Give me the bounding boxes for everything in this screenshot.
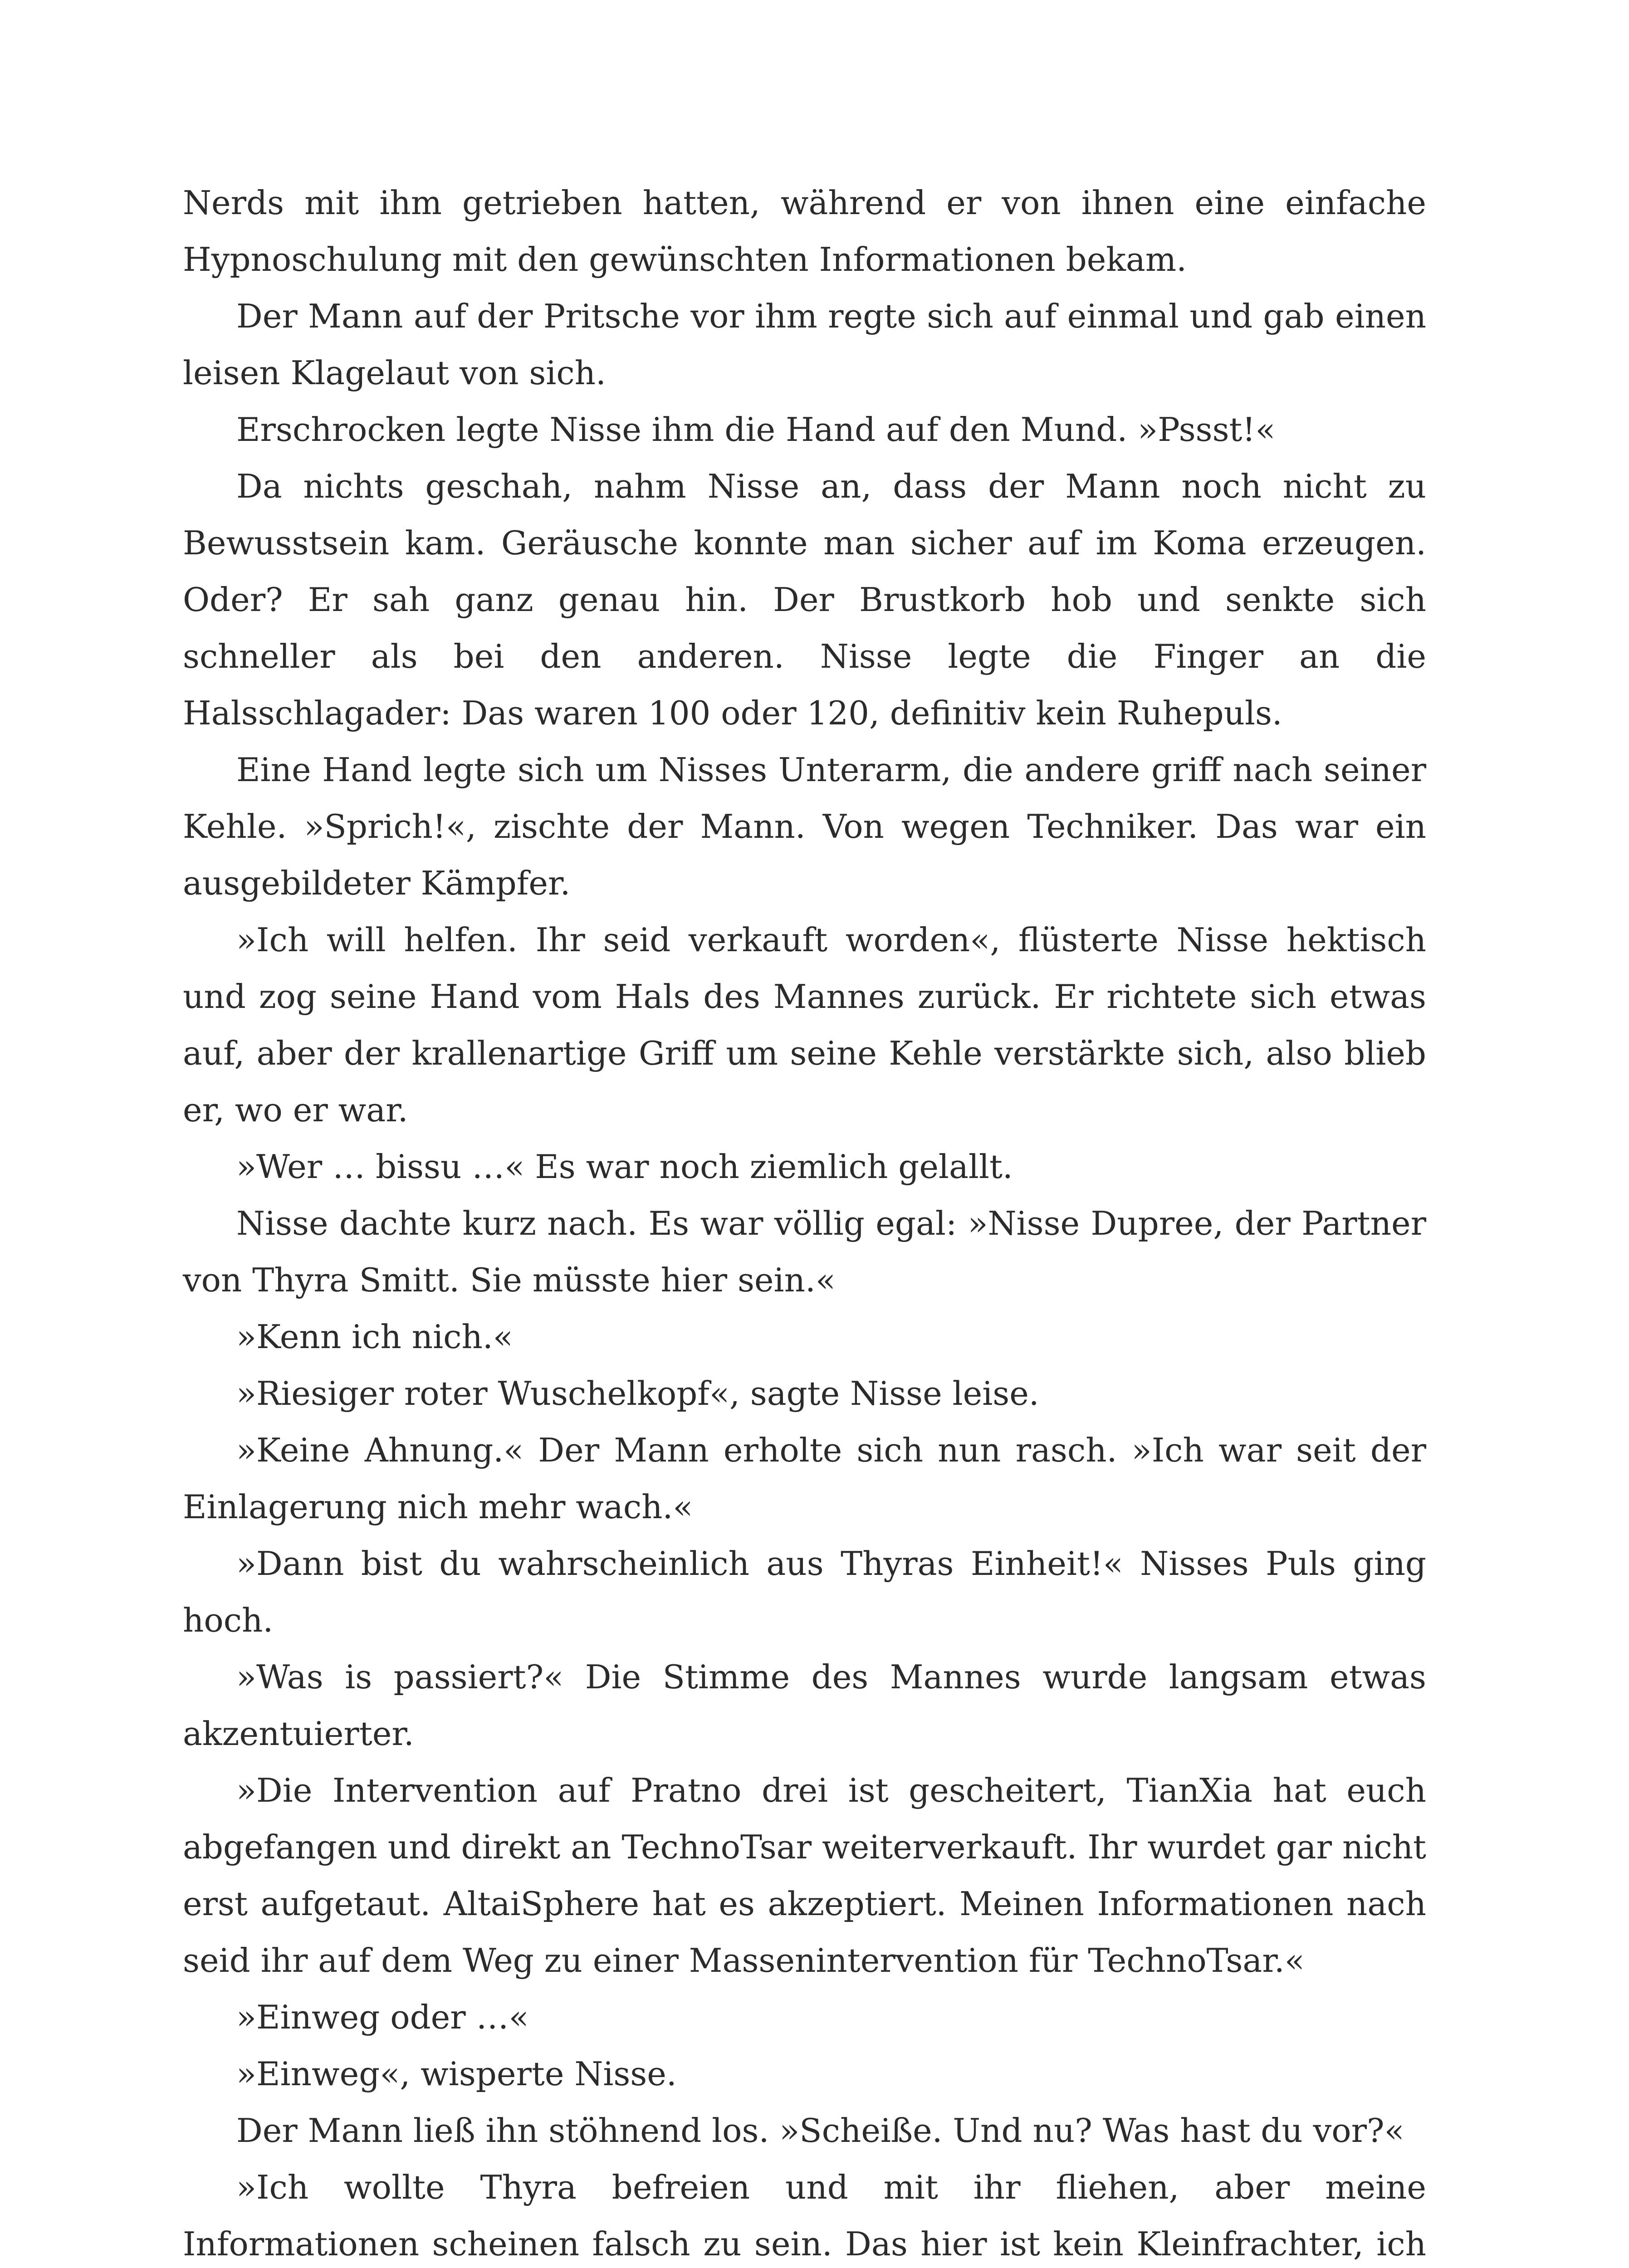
paragraph: »Riesiger roter Wuschelkopf«, sagte Nisse leise. (236, 1374, 1039, 1413)
paragraph: »Kenn ich nich.« (236, 1318, 513, 1356)
paragraph: »Ich will helfen. Ihr seid verkauft worden«, flüsterte Nisse hektisch und zog seine Hand vom Hals des Mannes zurück. Er richtete sich etwas auf, aber der krallenartige Griff um seine Kehle verstärkte sich, also blieb er, wo er war. (183, 921, 1426, 1129)
paragraph: »Keine Ahnung.« Der Mann erholte sich nun rasch. »Ich war seit der Einlagerung nich mehr wach.« (183, 1431, 1426, 1526)
paragraph: »Dann bist du wahrscheinlich aus Thyras Einheit!« Nisses Puls ging hoch. (183, 1545, 1426, 1639)
paragraph: Der Mann ließ ihn stöhnend los. »Scheiße. Und nu? Was hast du vor?« (236, 2112, 1404, 2150)
paragraph: Nisse dachte kurz nach. Es war völlig egal: »Nisse Dupree, der Partner von Thyra Smitt. Sie müsste hier sein.« (183, 1204, 1426, 1299)
paragraph: »Was is passiert?« Die Stimme des Mannes wurde langsam etwas akzentuierter. (183, 1658, 1426, 1753)
paragraph: Der Mann auf der Pritsche vor ihm regte sich auf einmal und gab einen leisen Klagelaut von sich. (183, 297, 1426, 392)
paragraph: »Einweg«, wisperte Nisse. (236, 2055, 677, 2093)
paragraph: Da nichts geschah, nahm Nisse an, dass der Mann noch nicht zu Bewusstsein kam. Geräusche konnte man sicher auf im Koma erzeugen. Oder? Er sah ganz genau hin. Der Brustkorb hob und senkte sich schneller als bei den anderen. Nisse legte die Finger an die Halsschlagader: Das waren 100 oder 120, definitiv kein Ruhepuls. (183, 467, 1426, 732)
paragraph: Nerds mit ihm getrieben hatten, während er von ihnen eine einfache Hypnoschulung mit den gewünschten Informationen bekam. (183, 184, 1426, 279)
paragraph: Erschrocken legte Nisse ihm die Hand auf den Mund. »Pssst!« (236, 411, 1276, 449)
body-text (183, 175, 1426, 2268)
paragraph: »Einweg oder …« (236, 1998, 529, 2036)
paragraph: »Ich wollte Thyra befreien und mit ihr fliehen, aber meine Informationen scheinen falsch zu sein. Das hier ist kein Kleinfrachter, ich (183, 2168, 1426, 2263)
paragraph: »Wer … bissu …« Es war noch ziemlich gelallt. (236, 1148, 1013, 1186)
paragraph: »Die Intervention auf Pratno drei ist gescheitert, TianXia hat euch abgefangen und direkt an TechnoTsar weiterverkauft. Ihr wurdet gar nicht erst aufgetaut. AltaiSphere hat es akzeptiert. Meinen Informationen nach seid ihr auf dem Weg zu einer Massenintervention für TechnoTsar.« (183, 1771, 1426, 1980)
paragraph: Eine Hand legte sich um Nisses Unterarm, die andere griff nach seiner Kehle. »Sprich!«, zischte der Mann. Von wegen Techniker. Das war ein ausgebildeter Kämpfer. (183, 751, 1426, 902)
